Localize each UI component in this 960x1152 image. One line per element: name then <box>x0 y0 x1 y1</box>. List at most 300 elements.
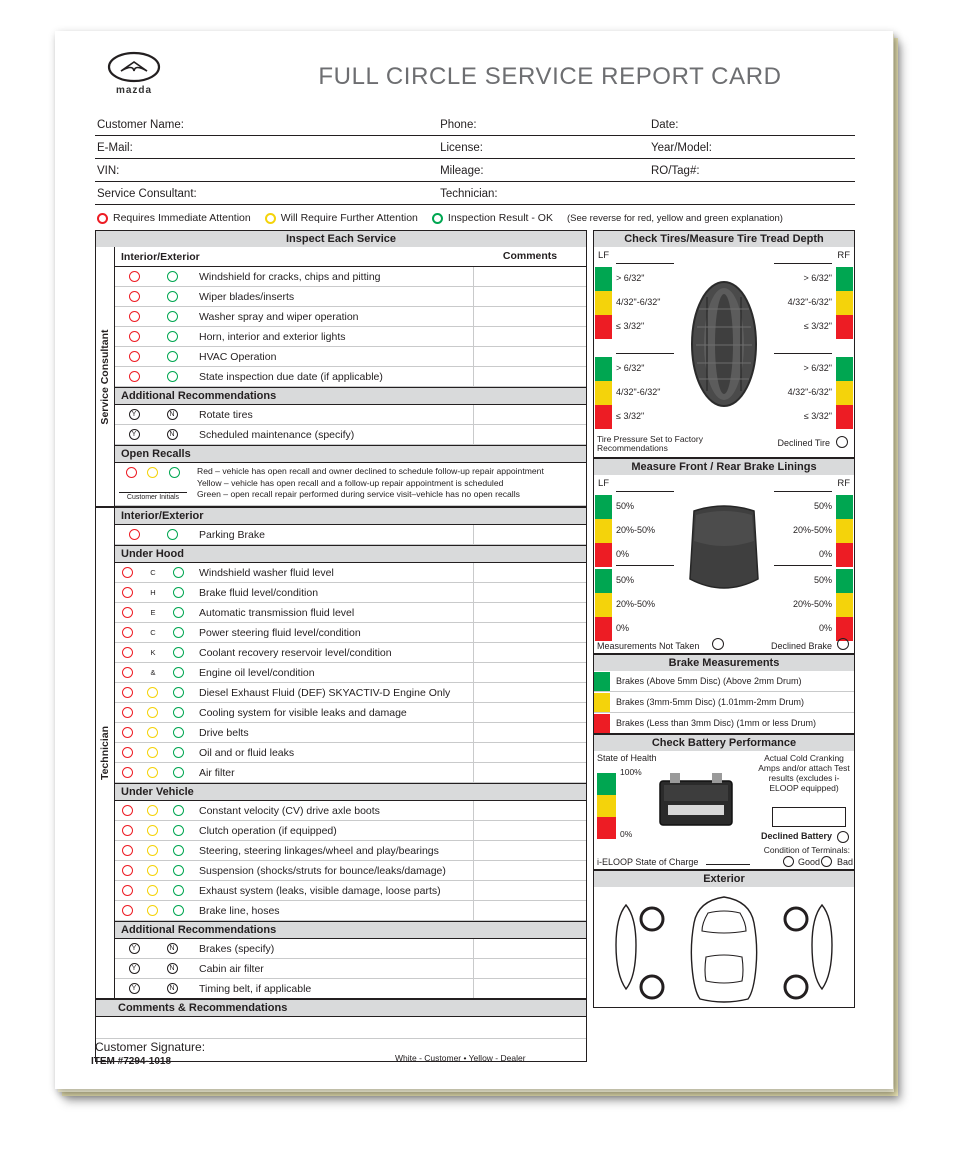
inspection-column <box>95 230 587 1062</box>
red-circle-icon[interactable] <box>129 291 140 302</box>
yellow-circle-icon[interactable] <box>147 885 158 896</box>
status-marks <box>115 845 191 856</box>
comment-cell[interactable] <box>473 979 586 998</box>
no-circle-icon[interactable]: N <box>167 429 178 440</box>
comment-cell[interactable] <box>473 861 586 880</box>
tread-label: 4/32"-6/32" <box>787 297 832 307</box>
yes-circle-icon[interactable]: Y <box>129 943 140 954</box>
legend-green <box>432 212 553 224</box>
comment-cell[interactable] <box>473 563 586 582</box>
inspection-row <box>115 683 586 703</box>
yes-circle-icon[interactable]: Y <box>129 983 140 994</box>
measurements-not-taken-checkbox[interactable] <box>712 638 724 650</box>
status-marks <box>115 587 191 598</box>
item-label: Drive belts <box>199 726 249 739</box>
legend-yellow-label: Will Require Further Attention <box>280 212 418 224</box>
comment-cell[interactable] <box>473 821 586 840</box>
red-circle-icon[interactable] <box>122 707 133 718</box>
red-circle-icon[interactable] <box>122 805 133 816</box>
red-circle-icon[interactable] <box>122 607 133 618</box>
status-marks <box>115 607 191 618</box>
red-circle-icon[interactable] <box>122 865 133 876</box>
comment-cell[interactable] <box>473 307 586 326</box>
declined-tire-checkbox[interactable] <box>836 436 848 448</box>
item-label: Diesel Exhaust Fluid (DEF) SKYACTIV-D Engine Only <box>199 686 451 699</box>
red-swatch-icon <box>594 714 610 733</box>
green-circle-icon[interactable] <box>173 667 184 678</box>
status-marks <box>115 825 191 836</box>
recommendation-row <box>115 939 586 959</box>
exterior-header: Exterior <box>593 870 855 887</box>
brake-corner-lf: LF <box>598 478 610 489</box>
yellow-circle-icon[interactable] <box>147 905 158 916</box>
declined-battery-checkbox[interactable] <box>837 831 849 843</box>
inspection-row <box>115 563 586 583</box>
tire-line-lr[interactable] <box>616 353 674 354</box>
green-circle-icon[interactable] <box>173 767 184 778</box>
check-fill-letter: E <box>150 608 156 617</box>
brake-measurement-label: Brakes (Above 5mm Disc) (Above 2mm Drum) <box>616 676 802 686</box>
item-label: Power steering fluid level/condition <box>199 626 361 639</box>
red-circle-icon[interactable] <box>129 271 140 282</box>
red-circle-icon[interactable] <box>129 371 140 382</box>
yellow-circle-icon[interactable] <box>147 845 158 856</box>
scale-yellow[interactable] <box>836 593 853 617</box>
yellow-circle-icon[interactable] <box>147 747 158 758</box>
field-license[interactable]: License: <box>438 136 649 159</box>
scale-red[interactable] <box>597 817 616 839</box>
inspection-row <box>115 347 586 367</box>
legend-yellow <box>265 212 418 224</box>
field-vin[interactable]: VIN: <box>95 159 438 182</box>
brake-measurement-row[interactable] <box>594 713 854 733</box>
battery-note: Actual Cold Cranking Amps and/or attach Test results (excludes i-ELOOP equipped) <box>758 753 850 793</box>
terminals-bad-checkbox[interactable] <box>821 856 832 867</box>
comment-cell[interactable] <box>473 603 586 622</box>
technician-block <box>95 507 587 999</box>
comment-cell[interactable] <box>473 287 586 306</box>
recommendation-row <box>115 425 586 445</box>
red-circle-icon[interactable] <box>129 331 140 342</box>
scale-yellow[interactable] <box>595 291 612 315</box>
scale-red[interactable] <box>595 543 612 567</box>
red-circle-icon[interactable] <box>122 767 133 778</box>
section-title-comments-recommendations: Comments & Recommendations <box>95 999 587 1017</box>
scale-red[interactable] <box>836 543 853 567</box>
status-marks <box>115 311 191 322</box>
brake-linings-header: Measure Front / Rear Brake Linings <box>593 458 855 475</box>
green-circle-icon[interactable] <box>173 567 184 578</box>
status-marks <box>115 767 191 778</box>
brake-line-rf[interactable] <box>774 491 832 492</box>
red-circle-icon[interactable] <box>122 567 133 578</box>
item-label: Windshield washer fluid level <box>199 566 334 579</box>
yellow-circle-icon[interactable] <box>147 767 158 778</box>
inspection-row <box>115 901 586 921</box>
scale-green[interactable] <box>595 495 612 519</box>
comment-cell[interactable] <box>473 643 586 662</box>
lining-label: 50% <box>813 575 832 585</box>
red-circle-icon[interactable] <box>122 727 133 738</box>
field-date[interactable]: Date: <box>649 113 855 136</box>
mazda-wordmark: mazda <box>115 85 153 96</box>
status-marks <box>115 627 191 638</box>
red-circle-icon[interactable] <box>122 647 133 658</box>
yes-circle-icon[interactable]: Y <box>129 409 140 420</box>
state-of-health-label: State of Health <box>597 753 657 763</box>
item-label: Parking Brake <box>199 528 265 541</box>
declined-brake-checkbox[interactable] <box>837 638 849 650</box>
comment-cell[interactable] <box>473 525 586 544</box>
red-circle-icon[interactable] <box>129 351 140 362</box>
tire-line-rf[interactable] <box>774 263 832 264</box>
comment-cell[interactable] <box>473 425 586 444</box>
comment-cell[interactable] <box>473 367 586 386</box>
lining-label: 20%-50% <box>616 525 656 535</box>
field-customer-name[interactable]: Customer Name: <box>95 113 438 136</box>
document-header <box>95 49 855 111</box>
green-circle-icon[interactable] <box>173 627 184 638</box>
status-marks <box>115 687 191 698</box>
field-technician[interactable]: Technician: <box>438 182 649 205</box>
recall-explanations <box>191 463 586 505</box>
ieloop-field[interactable] <box>706 864 750 865</box>
tire-line-lf[interactable] <box>616 263 674 264</box>
tread-scale-lf[interactable] <box>595 267 612 339</box>
yes-no-marks <box>115 429 191 440</box>
scale-red[interactable] <box>595 405 612 429</box>
section-title-open-recalls: Open Recalls <box>115 445 586 463</box>
item-label: Oil and or fluid leaks <box>199 746 295 759</box>
field-mileage[interactable]: Mileage: <box>438 159 649 182</box>
vehicle-diagram <box>608 891 840 1003</box>
legend-red-label: Requires Immediate Attention <box>113 212 251 224</box>
scale-yellow[interactable] <box>836 519 853 543</box>
yellow-circle-icon[interactable] <box>147 825 158 836</box>
tire-pressure-note: Tire Pressure Set to Factory Recommendations <box>597 434 703 453</box>
lining-scale-rr[interactable] <box>836 569 853 641</box>
lining-scale-lr[interactable] <box>595 569 612 641</box>
field-email[interactable]: E-Mail: <box>95 136 438 159</box>
scale-yellow[interactable] <box>836 381 853 405</box>
green-circle-icon[interactable] <box>169 467 180 478</box>
comment-cell[interactable] <box>473 683 586 702</box>
comment-cell[interactable] <box>473 723 586 742</box>
technician-side-label <box>96 508 115 998</box>
scale-yellow[interactable] <box>595 519 612 543</box>
info-row <box>95 159 855 182</box>
item-label: Washer spray and wiper operation <box>199 310 359 323</box>
green-circle-icon[interactable] <box>173 805 184 816</box>
status-marks <box>115 885 191 896</box>
scale-red[interactable] <box>836 405 853 429</box>
tread-label: ≤ 3/32" <box>616 321 645 331</box>
brake-measurements-header: Brake Measurements <box>593 654 855 671</box>
yes-circle-icon[interactable]: Y <box>129 963 140 974</box>
item-label: Suspension (shocks/struts for bounce/leaks/damage) <box>199 864 446 877</box>
red-circle-icon[interactable] <box>126 467 137 478</box>
service-report-card <box>55 31 893 1089</box>
lining-label: 50% <box>813 501 832 511</box>
comment-cell[interactable] <box>473 801 586 820</box>
comment-cell[interactable] <box>473 327 586 346</box>
recall-marks <box>115 463 191 505</box>
brake-measurements-module <box>593 671 855 734</box>
green-circle-icon[interactable] <box>173 825 184 836</box>
yellow-circle-icon[interactable] <box>147 687 158 698</box>
scale-green[interactable] <box>836 495 853 519</box>
check-tires-header: Check Tires/Measure Tire Tread Depth <box>593 230 855 247</box>
info-row <box>95 113 855 136</box>
legend-green-label: Inspection Result - OK <box>447 212 553 224</box>
tire-tread-module <box>593 247 855 458</box>
customer-initials-label[interactable]: Customer Initials <box>119 492 187 501</box>
red-circle-icon[interactable] <box>122 627 133 638</box>
lining-label: 50% <box>616 501 635 511</box>
brake-measurement-label: Brakes (Less than 3mm Disc) (1mm or less Drum) <box>616 718 817 728</box>
measurements-not-taken-label: Measurements Not Taken <box>597 641 700 651</box>
comment-cell[interactable] <box>473 881 586 900</box>
yellow-circle-icon[interactable] <box>147 865 158 876</box>
item-label: Clutch operation (if equipped) <box>199 824 337 837</box>
ieloop-label: i-ELOOP State of Charge <box>597 857 699 867</box>
terminals-good-checkbox[interactable] <box>783 856 794 867</box>
scale-green[interactable] <box>836 267 853 291</box>
color-legend <box>97 212 855 224</box>
inspection-row <box>115 663 586 683</box>
lining-label: 0% <box>818 623 832 633</box>
scale-yellow[interactable] <box>597 795 616 817</box>
lining-label: 20%-50% <box>792 599 832 609</box>
green-circle-icon[interactable] <box>167 331 178 342</box>
red-circle-icon[interactable] <box>122 885 133 896</box>
brake-line-lf[interactable] <box>616 491 674 492</box>
customer-signature-label[interactable]: Customer Signature: <box>95 1040 206 1054</box>
red-circle-icon[interactable] <box>122 587 133 598</box>
green-circle-icon[interactable] <box>173 865 184 876</box>
red-circle-icon[interactable] <box>129 529 140 540</box>
scale-red[interactable] <box>595 617 612 641</box>
item-label: Exhaust system (leaks, visible damage, loose parts) <box>199 884 441 897</box>
green-circle-icon[interactable] <box>167 371 178 382</box>
brake-measurement-row[interactable] <box>594 671 854 692</box>
tread-scale-rf[interactable] <box>836 267 853 339</box>
green-circle-icon[interactable] <box>173 885 184 896</box>
battery-100-label: 100% <box>620 767 642 777</box>
inspection-row <box>115 723 586 743</box>
scale-red[interactable] <box>595 315 612 339</box>
red-circle-icon[interactable] <box>122 905 133 916</box>
yellow-circle-icon[interactable] <box>147 727 158 738</box>
scale-yellow[interactable] <box>595 593 612 617</box>
status-marks <box>115 291 191 302</box>
item-label: Cooling system for visible leaks and damage <box>199 706 407 719</box>
yellow-circle-icon[interactable] <box>147 467 158 478</box>
tire-line-rr[interactable] <box>774 353 832 354</box>
green-circle-icon[interactable] <box>173 687 184 698</box>
green-circle-icon[interactable] <box>173 607 184 618</box>
page-title: FULL CIRCLE SERVICE REPORT CARD <box>318 63 782 90</box>
red-circle-icon[interactable] <box>122 747 133 758</box>
recommendation-row <box>115 979 586 998</box>
comment-line[interactable] <box>96 1017 586 1039</box>
inspection-row <box>115 623 586 643</box>
yellow-circle-icon[interactable] <box>147 707 158 718</box>
inspection-row <box>115 603 586 623</box>
tread-scale-lr[interactable] <box>595 357 612 429</box>
item-label: Brake fluid level/condition <box>199 586 319 599</box>
status-marks <box>115 865 191 876</box>
yes-circle-icon[interactable]: Y <box>129 429 140 440</box>
battery-health-scale[interactable] <box>597 773 616 839</box>
brake-line-rr[interactable] <box>774 565 832 566</box>
check-fill-letter: C <box>150 568 156 577</box>
green-circle-icon[interactable] <box>173 905 184 916</box>
green-circle-icon[interactable] <box>173 727 184 738</box>
lining-label: 20%-50% <box>616 599 656 609</box>
status-marks <box>115 707 191 718</box>
green-circle-icon[interactable] <box>173 747 184 758</box>
status-marks <box>115 271 191 282</box>
comment-cell[interactable] <box>473 901 586 920</box>
service-consultant-side-label <box>96 247 115 506</box>
recommendation-row <box>115 405 586 425</box>
check-fill-letter: H <box>150 588 156 597</box>
green-circle-icon[interactable] <box>167 529 178 540</box>
scale-green[interactable] <box>595 267 612 291</box>
field-ro-tag[interactable]: RO/Tag#: <box>649 159 855 182</box>
measurements-column <box>593 230 855 1062</box>
inspection-row <box>115 307 586 327</box>
tread-label: ≤ 3/32" <box>803 411 832 421</box>
section-title-under-vehicle: Under Vehicle <box>115 783 586 801</box>
comment-cell[interactable] <box>473 267 586 286</box>
item-label: Brakes (specify) <box>199 942 275 955</box>
comment-cell[interactable] <box>473 959 586 978</box>
recommendation-row <box>115 959 586 979</box>
comment-cell[interactable] <box>473 703 586 722</box>
field-service-consultant[interactable]: Service Consultant: <box>95 182 438 205</box>
inspection-row <box>115 327 586 347</box>
status-marks <box>115 331 191 342</box>
red-circle-icon[interactable] <box>122 667 133 678</box>
green-circle-icon[interactable] <box>173 845 184 856</box>
red-circle-icon[interactable] <box>129 311 140 322</box>
check-fill-letter: C <box>150 628 156 637</box>
comment-cell[interactable] <box>473 743 586 762</box>
inspection-row <box>115 703 586 723</box>
green-circle-icon[interactable] <box>173 587 184 598</box>
scale-green[interactable] <box>597 773 616 795</box>
item-label: State inspection due date (if applicable) <box>199 370 383 383</box>
lining-scale-rf[interactable] <box>836 495 853 567</box>
legend-red <box>97 212 251 224</box>
declined-battery-label: Declined Battery <box>760 831 832 841</box>
item-label: Cabin air filter <box>199 962 264 975</box>
yellow-circle-icon[interactable] <box>147 805 158 816</box>
brake-pad-illustration <box>682 501 766 611</box>
red-circle-icon[interactable] <box>122 825 133 836</box>
comment-cell[interactable] <box>473 663 586 682</box>
green-circle-icon[interactable] <box>173 707 184 718</box>
scale-yellow[interactable] <box>595 381 612 405</box>
tread-label: > 6/32" <box>616 363 645 373</box>
scale-green[interactable] <box>836 569 853 593</box>
check-fill-letter: & <box>150 668 156 677</box>
exterior-module <box>593 887 855 1008</box>
scale-green[interactable] <box>836 357 853 381</box>
no-circle-icon[interactable]: N <box>167 943 178 954</box>
yellow-circle-icon <box>265 213 276 224</box>
field-phone[interactable]: Phone: <box>438 113 649 136</box>
open-recalls-block <box>115 463 586 506</box>
brake-line-lr[interactable] <box>616 565 674 566</box>
scale-red[interactable] <box>836 315 853 339</box>
inspection-row <box>115 821 586 841</box>
red-circle-icon[interactable] <box>122 845 133 856</box>
document-footer <box>91 1040 855 1067</box>
status-marks <box>115 905 191 916</box>
comment-cell[interactable] <box>473 763 586 782</box>
comment-cell[interactable] <box>473 841 586 860</box>
lining-scale-lf[interactable] <box>595 495 612 567</box>
scale-green[interactable] <box>595 569 612 593</box>
scale-yellow[interactable] <box>836 291 853 315</box>
inspection-row <box>115 743 586 763</box>
inspection-row <box>115 267 586 287</box>
comment-cell[interactable] <box>473 623 586 642</box>
battery-header: Check Battery Performance <box>593 734 855 751</box>
scale-green[interactable] <box>595 357 612 381</box>
inspection-row <box>115 763 586 783</box>
tread-scale-rr[interactable] <box>836 357 853 429</box>
green-circle-icon[interactable] <box>167 351 178 362</box>
field-year-model[interactable]: Year/Model: <box>649 136 855 159</box>
inspection-row <box>115 287 586 307</box>
tire-corner-rf: RF <box>837 250 850 261</box>
section-title-additional-1: Additional Recommendations <box>115 387 586 405</box>
comment-cell[interactable] <box>473 939 586 958</box>
comment-cell[interactable] <box>473 583 586 602</box>
yes-no-marks <box>115 963 191 974</box>
section-title-interior-exterior-2: Interior/Exterior <box>115 508 586 525</box>
customer-info-table <box>95 113 855 205</box>
item-label: Engine oil level/condition <box>199 666 315 679</box>
no-circle-icon[interactable]: N <box>167 963 178 974</box>
green-circle-icon[interactable] <box>173 647 184 658</box>
brake-measurement-row[interactable] <box>594 692 854 713</box>
green-circle-icon[interactable] <box>167 311 178 322</box>
yes-no-marks <box>115 943 191 954</box>
item-label: Constant velocity (CV) drive axle boots <box>199 804 380 817</box>
green-circle-icon[interactable] <box>167 291 178 302</box>
no-circle-icon[interactable]: N <box>167 409 178 420</box>
item-label: Brake line, hoses <box>199 904 280 917</box>
yes-no-marks <box>115 983 191 994</box>
inspection-row <box>115 643 586 663</box>
tread-label: 4/32"-6/32" <box>616 297 661 307</box>
item-label: Steering, steering linkages/wheel and play/bearings <box>199 844 439 857</box>
lining-label: 0% <box>616 623 630 633</box>
green-circle-icon[interactable] <box>167 271 178 282</box>
comment-cell[interactable] <box>473 405 586 424</box>
cold-cranking-amps-field[interactable] <box>772 807 846 827</box>
comment-cell[interactable] <box>473 347 586 366</box>
red-circle-icon[interactable] <box>122 687 133 698</box>
item-label: Coolant recovery reservoir level/condition <box>199 646 392 659</box>
no-circle-icon[interactable]: N <box>167 983 178 994</box>
status-marks <box>115 529 191 540</box>
